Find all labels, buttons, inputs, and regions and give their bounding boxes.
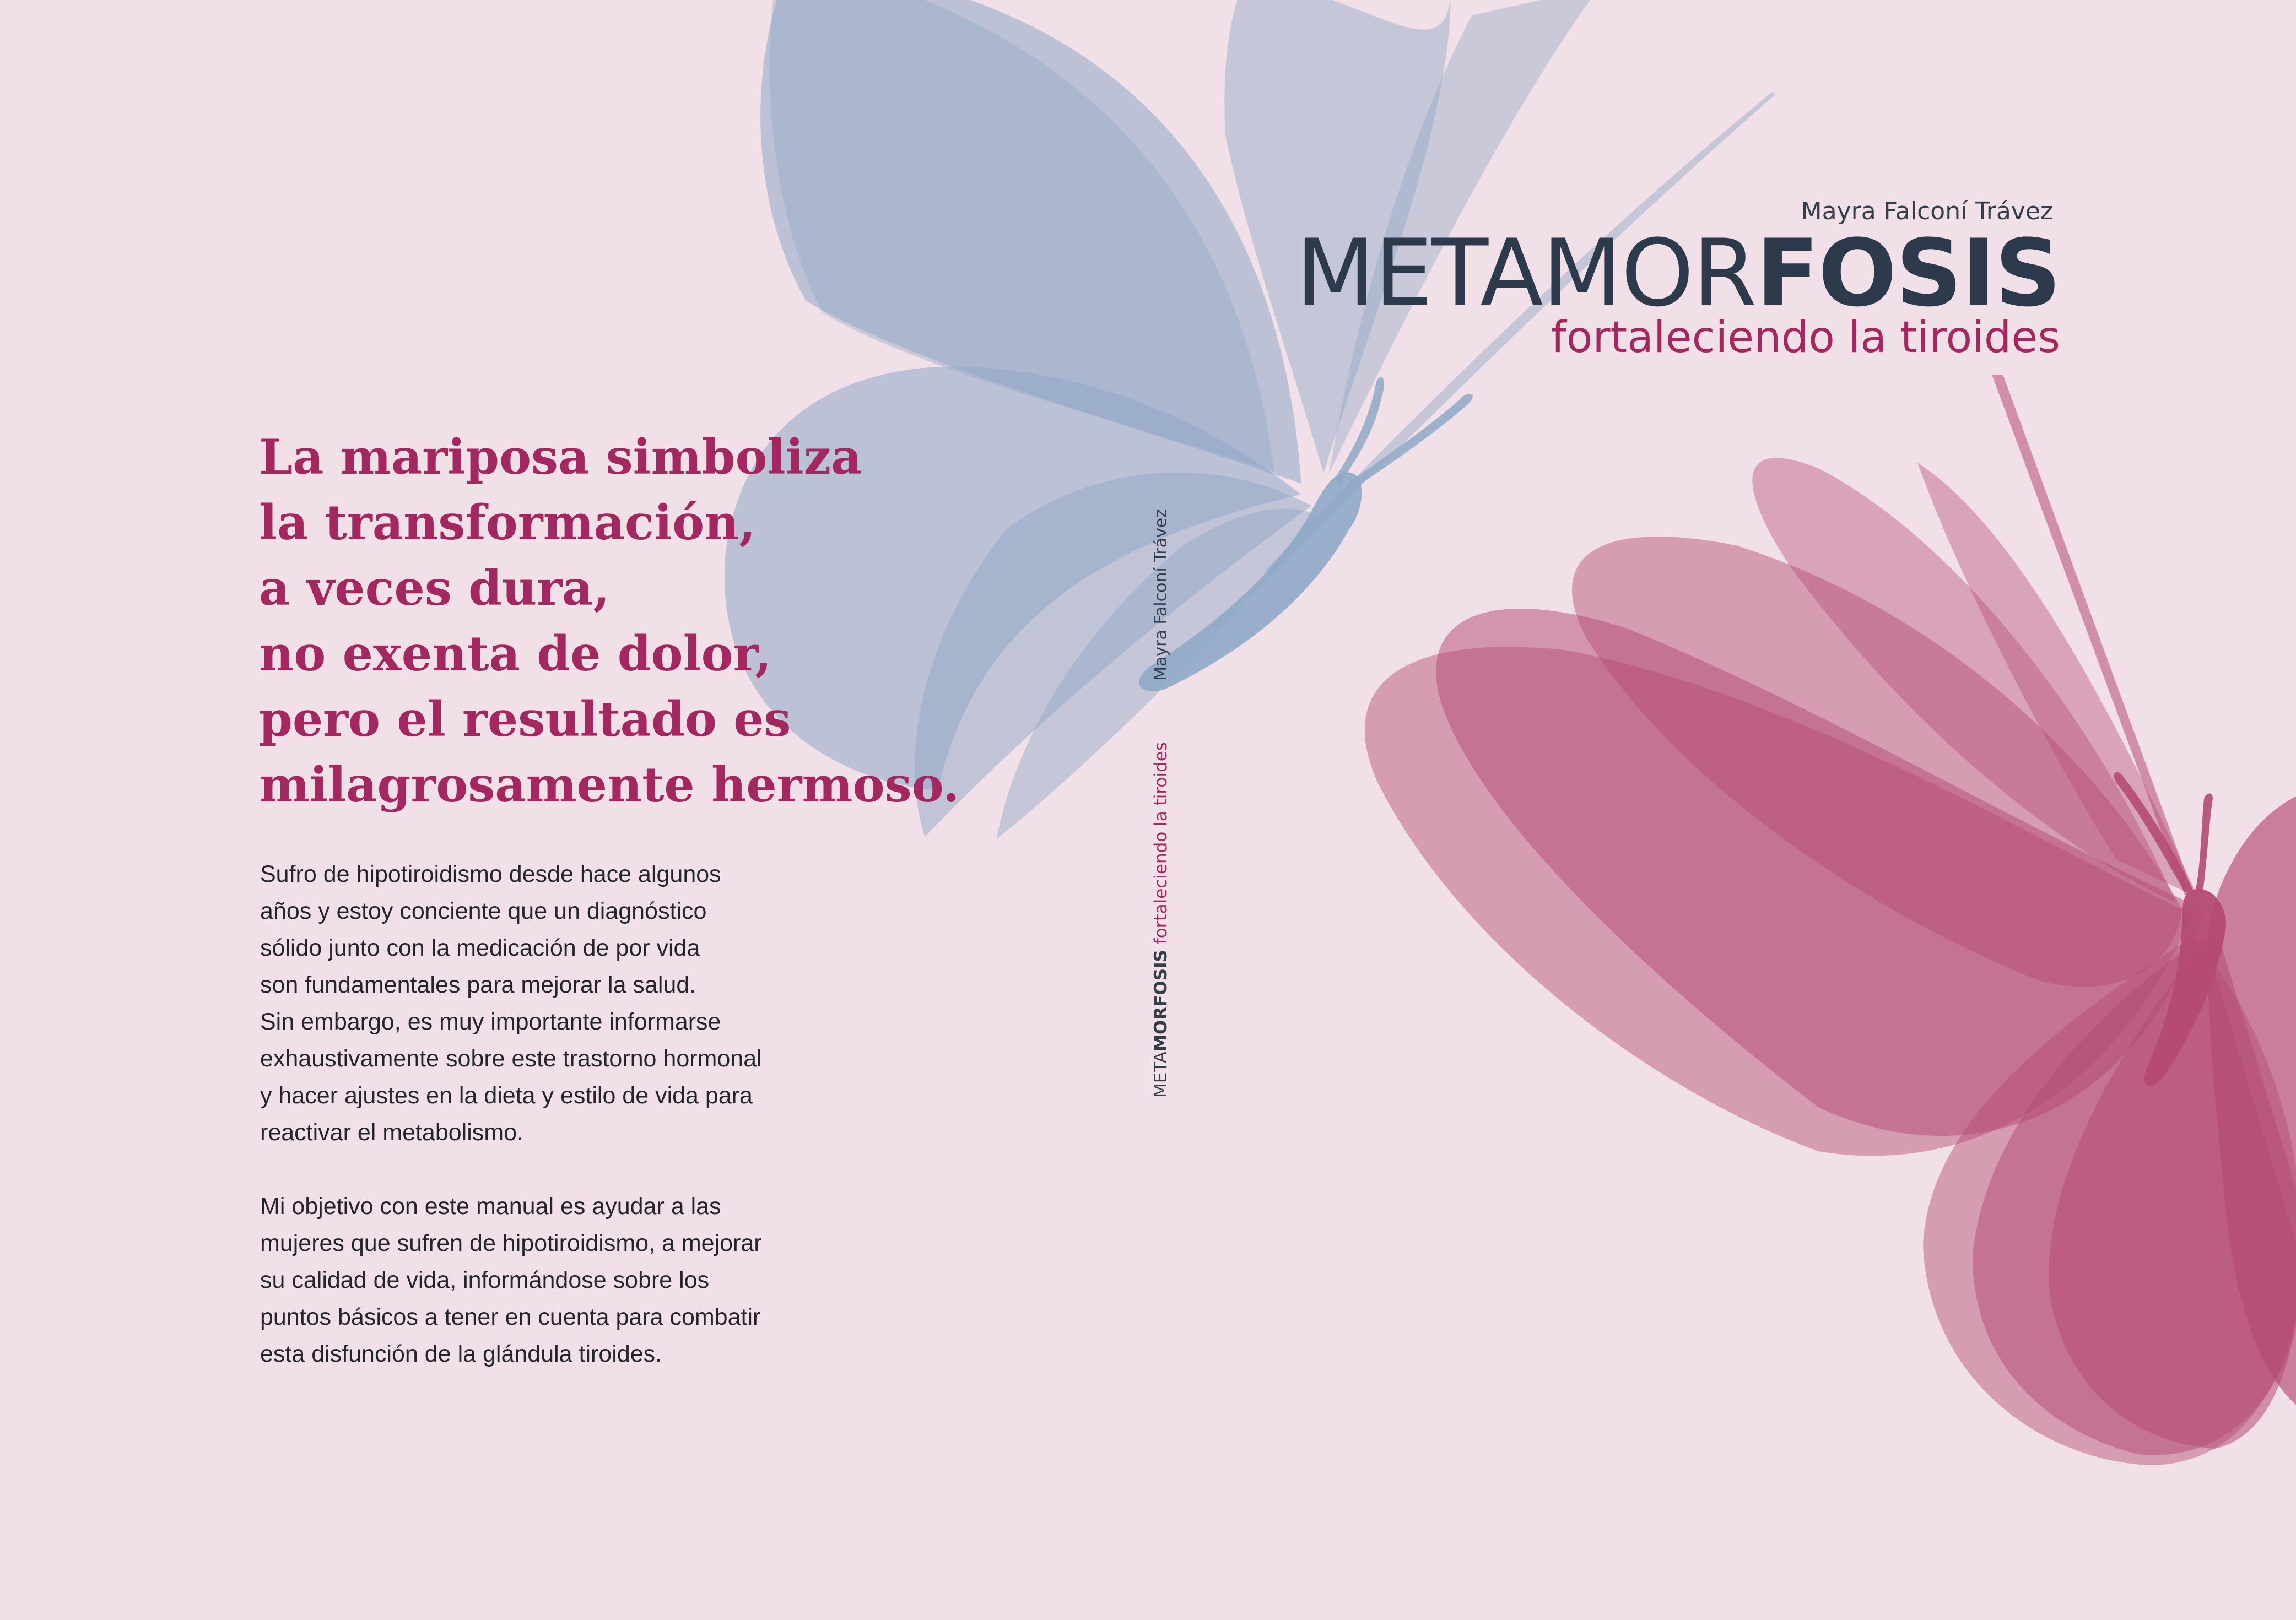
- blurb-line: esta disfunción de la glándula tiroides.: [260, 1341, 662, 1367]
- blurb-paragraph: [260, 856, 866, 1151]
- blurb-line: sólido junto con la medicación de por vida: [260, 935, 700, 961]
- cover-subtitle: fortaleciendo la tiroides: [1551, 313, 2060, 362]
- spine-title-bold: MORFOSIS: [1151, 950, 1171, 1052]
- title-light-part: METAMOR: [1295, 219, 1756, 327]
- blurb-line: son fundamentales para mejorar la salud.: [260, 972, 696, 998]
- title-bold-part: FOSIS: [1755, 219, 2060, 327]
- quote-line: la transformación,: [259, 494, 756, 551]
- pink-antenna: [2196, 793, 2213, 892]
- spine-title-text: [1151, 742, 1171, 1098]
- cover-title: [1295, 219, 2060, 327]
- blurb-line: mujeres que sufren de hipotiroidismo, a mejorar: [260, 1230, 762, 1256]
- spine-title-light: META: [1151, 1051, 1171, 1098]
- blurb-line: reactivar el metabolismo.: [260, 1119, 523, 1146]
- quote-line: a veces dura,: [259, 560, 610, 616]
- cover-author: Mayra Falconí Trávez: [1801, 197, 2053, 225]
- quote-line: milagrosamente hermoso.: [259, 756, 960, 813]
- quote-line: pero el resultado es: [259, 691, 791, 747]
- pink-butterfly: [1365, 375, 2296, 1465]
- blurb-line: puntos básicos a tener en cuenta para combatir: [260, 1304, 761, 1330]
- blurb-line: y hacer ajustes en la dieta y estilo de vida para: [260, 1082, 753, 1109]
- blurb-line: exhaustivamente sobre este trastorno hormonal: [260, 1045, 762, 1072]
- blurb-line: Mi objetivo con este manual es ayudar a las: [260, 1193, 721, 1220]
- spine-author-text: Mayra Falconí Trávez: [1151, 509, 1171, 681]
- blurb-line: su calidad de vida, informándose sobre los: [260, 1267, 710, 1293]
- back-cover-blurb: [260, 856, 866, 1410]
- spine-author: [1151, 509, 1171, 681]
- back-cover-quote: [259, 424, 975, 817]
- quote-line: La mariposa simboliza: [259, 429, 862, 485]
- blurb-line: años y estoy conciente que un diagnóstico: [260, 898, 707, 924]
- spine-subtitle: fortaleciendo la tiroides: [1151, 742, 1171, 945]
- spine-title: [1151, 742, 1171, 1098]
- blurb-paragraph: [260, 1188, 866, 1373]
- blurb-line: Sufro de hipotiroidismo desde hace algunos: [260, 861, 721, 887]
- quote-line: no exenta de dolor,: [259, 625, 772, 682]
- blurb-line: Sin embargo, es muy importante informarse: [260, 1009, 721, 1035]
